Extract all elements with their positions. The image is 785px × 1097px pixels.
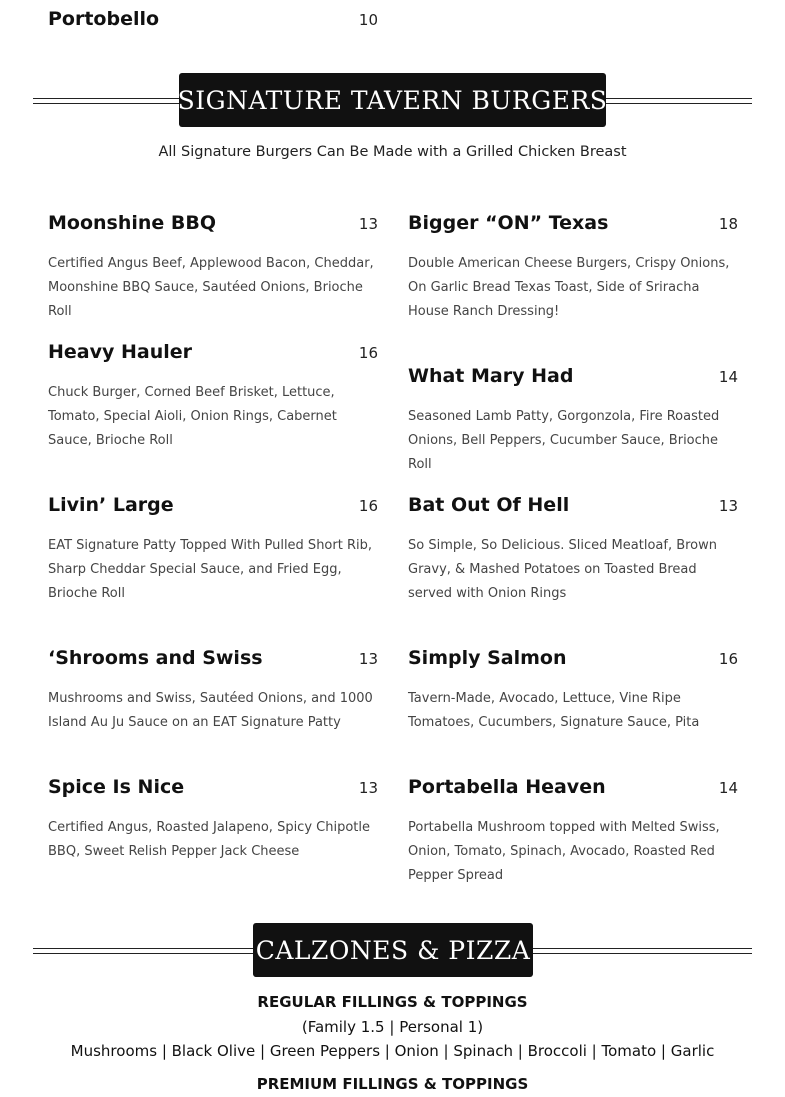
item-price: 13 (358, 215, 378, 233)
item-price: 16 (358, 497, 378, 515)
item-name: Livin’ Large (48, 494, 174, 516)
item-description: Certified Angus, Roasted Jalapeno, Spicy Chipotle BBQ, Sweet Relish Pepper Jack Cheese (48, 820, 370, 859)
item-name: Bat Out Of Hell (408, 494, 570, 516)
item-description: Mushrooms and Swiss, Sautéed Onions, and 1000 Island Au Ju Sauce on an EAT Signature Patty (48, 691, 373, 730)
regular-toppings-prices: (Family 1.5 | Personal 1) (301, 1018, 484, 1036)
premium-toppings-heading: PREMIUM FILLINGS & TOPPINGS (256, 1075, 529, 1093)
item-price: 14 (718, 368, 738, 386)
regular-toppings-list: Mushrooms | Black Olive | Green Peppers | Onion | Spinach | Broccoli | Tomato | Garlic (70, 1042, 715, 1060)
item-name: Heavy Hauler (48, 341, 193, 363)
item-price: 10 (358, 11, 378, 29)
item-description: Tavern-Made, Avocado, Lettuce, Vine Ripe Tomatoes, Cucumbers, Signature Sauce, Pita (408, 691, 700, 730)
calzones-section-banner (33, 923, 752, 977)
item-name: What Mary Had (408, 365, 574, 387)
menu-item-portobello (48, 8, 378, 34)
item-description: Portabella Mushroom topped with Melted Swiss, Onion, Tomato, Spinach, Avocado, Roasted Red Pepper Spread (408, 820, 720, 883)
item-price: 16 (718, 650, 738, 668)
item-name: Portobello (48, 8, 160, 30)
item-price: 16 (358, 344, 378, 362)
item-price: 14 (718, 779, 738, 797)
item-name: Portabella Heaven (408, 776, 606, 798)
item-price: 18 (718, 215, 738, 233)
regular-toppings-heading: REGULAR FILLINGS & TOPPINGS (257, 993, 528, 1011)
item-price: 13 (718, 497, 738, 515)
item-description: Chuck Burger, Corned Beef Brisket, Lettuce, Tomato, Special Aioli, Onion Rings, Cabernet Sauce, Brioche Roll (48, 385, 337, 448)
item-description: So Simple, So Delicious. Sliced Meatloaf, Brown Gravy, & Mashed Potatoes on Toasted Bread served with Onion Rings (408, 538, 718, 601)
item-price: 13 (358, 779, 378, 797)
item-description: Double American Cheese Burgers, Crispy Onions, On Garlic Bread Texas Toast, Side of Sriracha House Ranch Dressing! (408, 256, 730, 319)
burgers-subtitle: All Signature Burgers Can Be Made with a Grilled Chicken Breast (158, 144, 627, 160)
item-description: Certified Angus Beef, Applewood Bacon, Cheddar, Moonshine BBQ Sauce, Sautéed Onions, Brioche Roll (48, 256, 374, 319)
calzones-section-title: CALZONES & PIZZA (253, 923, 533, 977)
item-name: Bigger “ON” Texas (408, 212, 609, 234)
item-name: Spice Is Nice (48, 776, 185, 798)
item-name: Simply Salmon (408, 647, 567, 669)
item-price: 13 (358, 650, 378, 668)
item-description: EAT Signature Patty Topped With Pulled Short Rib, Sharp Cheddar Special Sauce, and Fried Egg, Brioche Roll (48, 538, 372, 601)
item-name: ‘Shrooms and Swiss (48, 647, 263, 669)
item-description: Seasoned Lamb Patty, Gorgonzola, Fire Roasted Onions, Bell Peppers, Cucumber Sauce, Brioche Roll (408, 409, 720, 472)
burgers-section-title: SIGNATURE TAVERN BURGERS (179, 73, 606, 127)
item-name: Moonshine BBQ (48, 212, 217, 234)
burgers-section-banner (33, 73, 752, 127)
